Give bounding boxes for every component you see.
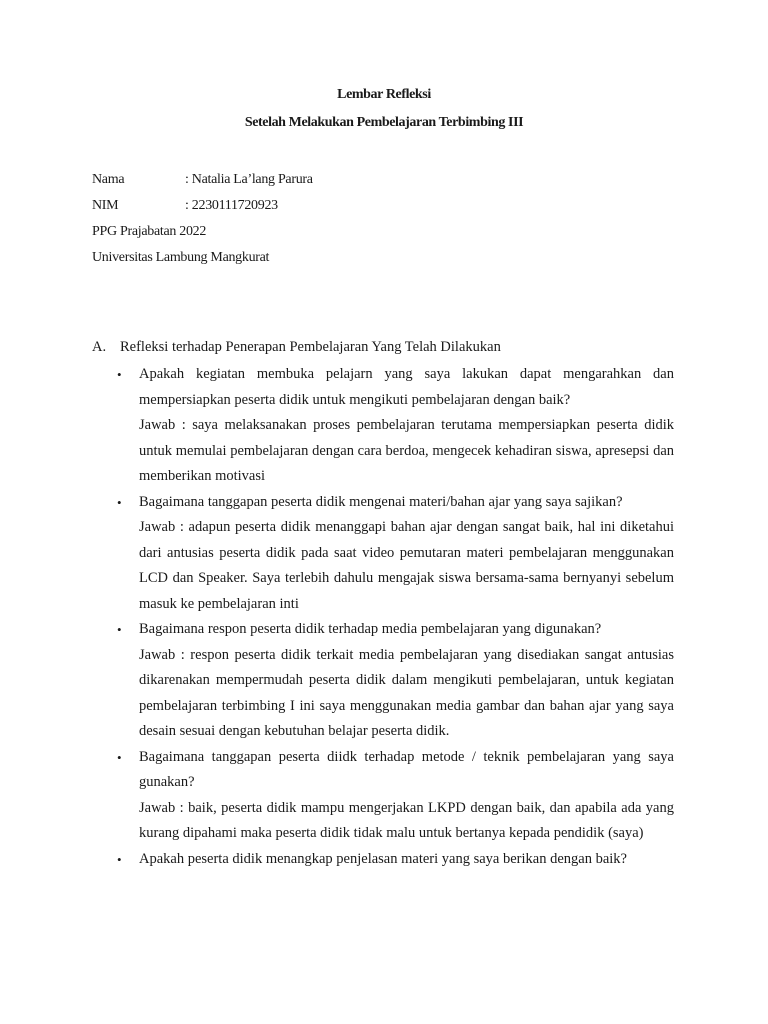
section-letter: A. bbox=[92, 339, 107, 355]
bullet-icon: • bbox=[117, 622, 122, 637]
bullet-icon: • bbox=[117, 851, 122, 867]
document-title: Lembar Refleksi bbox=[337, 87, 431, 102]
bullet-icon: • bbox=[117, 367, 122, 382]
qa-list bbox=[117, 362, 674, 872]
document-subtitle: Setelah Melakukan Pembelajaran Terbimbing III bbox=[244, 115, 524, 130]
answer-text: Jawab : saya melaksanakan proses pembelajaran terutama mempersiapkan peserta didik untuk memulai pembelajaran dengan cara berdoa, mengecek kehadiran siswa, apresepsi dan memberikan motivasi bbox=[139, 417, 674, 484]
question-text: Apakah peserta didik menangkap penjelasan materi yang saya berikan dengan baik? bbox=[139, 850, 627, 867]
nim-label: NIM bbox=[92, 198, 119, 213]
answer-text: Jawab : respon peserta didik terkait media pembelajaran yang disediakan sangat antusias dikarenakan mempermudah peserta didik dalam mengikuti pembelajaran, untuk kegiatan pembelajaran terbimbing I ini saya menggunakan media gambar dan bahan ajar yang saya desain sesuai dengan kebutuhan belajar peserta didik. bbox=[139, 646, 674, 739]
nama-label: Nama bbox=[92, 172, 125, 187]
list-item bbox=[117, 490, 674, 618]
question-text: Apakah kegiatan membuka pelajarn yang saya lakukan dapat mengarahkan dan mempersiapkan peserta didik untuk mengikuti pembelajaran dengan baik? bbox=[139, 366, 674, 408]
list-item bbox=[117, 617, 674, 745]
list-item bbox=[117, 745, 674, 847]
university-text: Universitas Lambung Mangkurat bbox=[92, 250, 270, 265]
nim-value: : 2230111720923 bbox=[185, 198, 278, 213]
question-text: Bagaimana tanggapan peserta diidk terhadap metode / teknik pembelajaran yang saya gunakan? bbox=[139, 748, 674, 790]
list-item bbox=[117, 362, 674, 490]
program-text: PPG Prajabatan 2022 bbox=[92, 224, 207, 239]
list-item bbox=[117, 847, 674, 873]
question-text: Bagaimana respon peserta didik terhadap media pembelajaran yang digunakan? bbox=[139, 621, 602, 637]
nama-value: : Natalia La’lang Parura bbox=[185, 172, 313, 187]
bullet-icon: • bbox=[117, 494, 122, 510]
answer-text: Jawab : baik, peserta didik mampu mengerjakan LKPD dengan baik, dan apabila ada yang kurang dipahami maka peserta didik tidak malu untuk bertanya kepada pendidik (saya) bbox=[139, 799, 674, 841]
info-row-nama bbox=[92, 172, 313, 188]
bullet-icon: • bbox=[117, 749, 122, 765]
section-heading-text: Refleksi terhadap Penerapan Pembelajaran Yang Telah Dilakukan bbox=[120, 339, 501, 355]
answer-text: Jawab : adapun peserta didik menanggapi bahan ajar dengan sangat baik, hal ini diketahui dari antusias peserta didik pada saat video pemutaran materi pembelajaran menggunakan LCD dan Speaker. Saya terlebih dahulu mengajak siswa bersama-sama bernyanyi sebelum masuk ke pembelajaran inti bbox=[139, 519, 674, 612]
section-heading bbox=[92, 339, 501, 356]
question-text: Bagaimana tanggapan peserta didik mengenai materi/bahan ajar yang saya sajikan? bbox=[139, 493, 623, 510]
info-row-nim bbox=[92, 198, 278, 214]
